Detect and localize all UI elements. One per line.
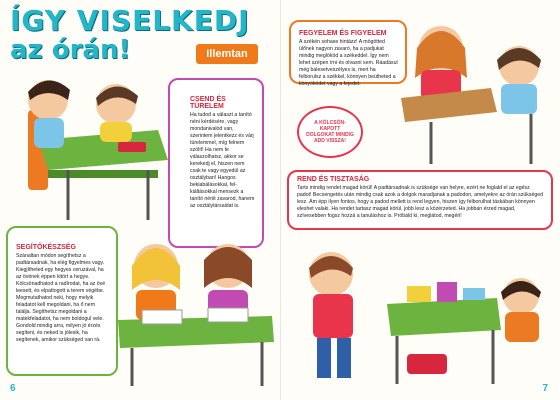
rend-text: Tarts mindig rendet magad körül! A padtársadnak is szüksége van helyre, ezért ne foglald el az egész padot! Becsengetés után mindig csak azok a dolgok maradjanak a padodon, amelyekre az órán szükséged lesz. Ám épp ilyen fontos, hogy a padod mellett is rend legyen, hiszen így felborulhat táskában könnyen eleshet valaki. Ha rendet tartasz magad körül, jobb lesz a közérzeted. Ha jobban érzed magad, szívesebben fogsz hozzá a tanuláshoz is. Próbáld ki, meglátod, megéri! [297, 185, 543, 219]
classroom-illustration-bottom [112, 230, 278, 390]
return-items-callout: A KÖLCSÖN-KAPOTT DOLGOKAT MINDIG ADD VISSZA! [297, 106, 363, 158]
figyel-text: A székén sohase hintázz! A mögötted ülőnek nagyon zavaró, ha a padjukat mindig meglököd a székeddel. Így nem lehet szépen írni és olvasni sem. Ráadásul még balesetveszélyes is, mert ha felborulsz a székkel, könnyen beütheted a könyöködet vagy a fejedet. [299, 39, 398, 87]
title-line2: az órán! [10, 35, 131, 65]
rend-heading: REND ÉS TISZTASÁG [297, 176, 370, 183]
segit-box [6, 226, 118, 376]
classroom-illustration-right-bottom [287, 234, 553, 394]
classroom-illustration-right-top [401, 8, 557, 168]
figyel-heading: FEGYELEM ÉS FIGYELEM [299, 30, 387, 37]
csend-text: Ha tudod a választ a tanító néni kérdésére, vagy mondanivalód van, szerintem jelentkezz és várj türelemmel, míg felnem szólít! Ha nem te válaszolhatsz, akkor se kerekedj el, hiszen nem csak te vagy egyedül az osztályban! Hangos bekiabálásokkal, fel-kiáltásokkal mensezk a tanító nénit zavarod, hanem az osztálytársaidat is. [190, 112, 255, 209]
page-number-left: 6 [10, 383, 16, 394]
figyel-box [289, 20, 407, 87]
csend-box [168, 78, 264, 248]
right-page [280, 0, 560, 400]
illemtan-badge: Illemtan [196, 44, 258, 64]
csend-heading: CSEND ÉS TÜRELEM [190, 96, 226, 110]
title-line1: ÍGY VISELKEDJ [10, 4, 250, 37]
rend-box [287, 170, 553, 230]
segit-text: Szánaltan módon segíthetsz a padtársadnak, ha elég figyelmes vagy. Kiegjítheted egy hegyes ceruzával, ha az övének éppen kitört a hegye. Kölcsönadhatod a radírodat, ha az övé leesett, és elpattogott a terem végébe. Megmutathatod neki, hogy melyik feladatot kell megoldani, ha ő nem találja. Segíthetsz megoldani a matekfeladatot, ha nem boldogul vele. Gondold mindig arra, milyen jó érzés segíteni, és neked is jólesik, ha segítenek, amikor szükséged van rá. [16, 253, 106, 343]
classroom-illustration-top [8, 70, 178, 230]
page-number-right: 7 [542, 383, 548, 394]
segit-heading: SEGÍTŐKÉSZSÉG [16, 244, 76, 251]
